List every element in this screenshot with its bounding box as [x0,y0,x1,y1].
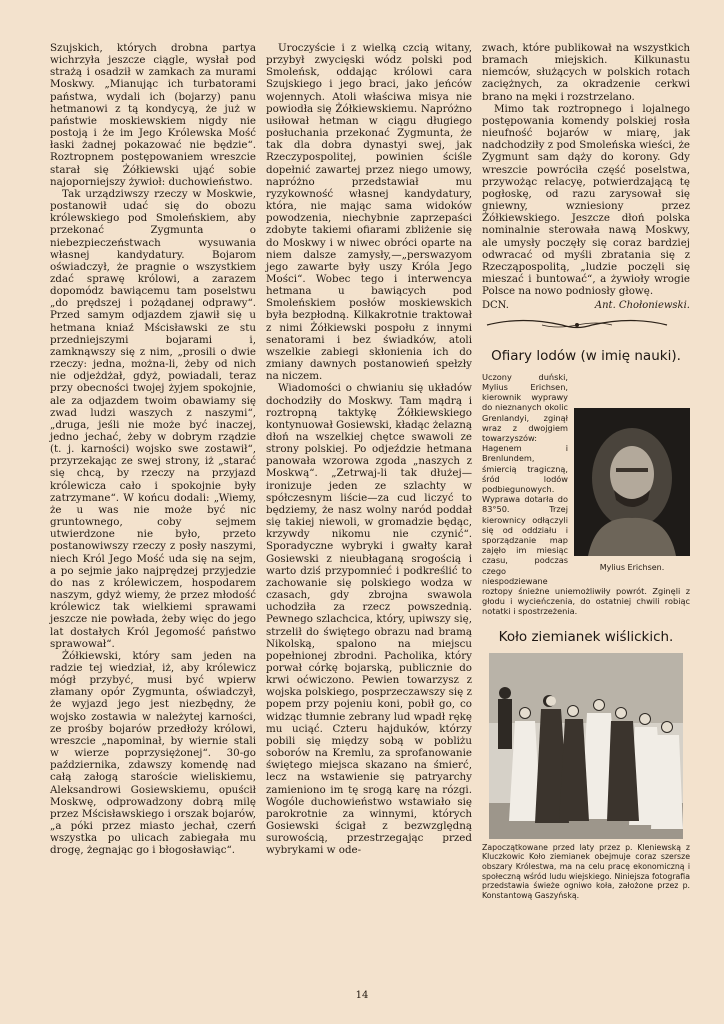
paragraph: Uroczyście i z wielką czcią witany, przybył zwycięski wódz polski pod Smoleńsk, oddając królowi cara Szujskiego i jego braci, jako jeńców wojennych. Atoli właściwa misya nie powiodła się Żółkiewskiemu. Napróżno usiłował hetman w ciągu długiego posłuchania przekonać Zygmunta, że tak dla dobra dynastyi swej, jak Rzeczypospolitej, powinien ściśle dopełnić zawartej przez niego umowy, napróżno przedstawiał mu ryzykowność własnej kandydatury, która, nie mając sama widoków powodzenia, niechybnie zaprzepaści zdobyte takiemi ofiarami zbliżenie się do Moskwy i w niwec obróci oparte na niem dalsze zamysły,—„perswazyom jego zawarte były uszy Króla Jego Mości“. Wobec tego i interwencya hetmana u bawiących pod Smoleńskiem posłów moskiewskich była bezpłodną. Kilkakrotnie traktował z nimi Żółkiewski pospołu z innymi senatorami i bez świadków, atoli wszelkie zabiegi skłonienia ich do zmiany dawnych postanowień spełzły na niczem. [266,42,472,383]
column-1 [50,42,256,856]
group-photo [489,653,683,839]
author-name: Ant. Chołoniewski. [594,300,690,312]
paragraph: Wiadomości o chwianiu się układów dochodziły do Moskwy. Tam mądrą i roztropną taktykę Żółkiewskiego kontynuował Gosiewski, kładąc żelazną dłoń na wszelkiej chętce swawoli ze strony polskiej. Po odjeździe hetmana panowała wzorowa zgoda „naszych z Moskwą“. „Zetrwaj-li tak dłużej—ironizuje jeden ze szlachty w spółczesnym liście—za cud liczyć to będziemy, że nasz wolny naród poddał się takiej niewoli, w gromadzie będąc, krzywdy nikomu nie czynić“. Sporadyczne wybryki i gwałty karał Gosiewski z nieubłaganą srogością i warto dziś przypomnieć i podkreślić to zachowanie się polskiego wodza w czasach, gdy zbrojna swawola uchodziła za rzecz powszednią. Pewnego szlachcica, który, upiwszy się, strzelił do świętego obrazu nad bramą Nikolską, spalono na miejscu popełnionej zbrodni. Pacholika, który porwał córkę bojarską, publicznie do krwi oćwiczono. Pewien towarzysz z wojska polskiego, posprzeczawszy się z popem przy pojeniu koni, pobił go, co widząc tłumnie zebrany lud wpadł rękę mu uciąć. Czteru hajduków, którzy pobili się między sobą w pobliżu soborów na Kremlu, za sprofanowanie świętego miejsca skazano na śmierć, lecz na wstawienie się patryarchy zamieniono im tę srogą karę na rózgi. Wogóle duchowieństwo wstawiało się parokrotnie za winnymi, których Gosiewski ścigał z bezwzględną surowością, przestrzegając przed wybrykami w ode- [266,382,472,857]
article-text: Uczony duński, Mylius Erichsen, kierownik wyprawy do nieznanych okolic Grenlandyi, zginął wraz z dwojgiem towarzyszów: Hagenem i Brenlundem, śmiercią tragiczną, śród lodów podbiegunowych. Wyprawa dotarła do 83°50. Trzej kierownicy odłączyli się od oddziału i sporządzanie map zajęło im miesiąc czasu, podczas czego niespodziewane roztopy śnieżne uniemożliwiły powrót. Zginęli z głodu i wycieńczenia, do ostatniej chwili robiąc notatki i spostrzeżenia. [482,371,690,617]
paragraph: zwach, które publikował na wszystkich bramach miejskich. Kilkunastu niemców, służących w polskich rotach zaciężnych, za okradzenie cerkwi brano na męki i rozstrzelano. [482,42,690,103]
section-title-ofiary: Ofiary lodów (w imię nauki). [491,347,681,364]
portrait-photo [574,408,690,556]
column-3 [482,42,690,900]
column-2 [266,42,472,856]
portrait-caption: Mylius Erichsen. [599,562,665,572]
paragraph: Żółkiewski, który sam jeden na radzie tej wiedział, iż, aby królewicz mógł przybyć, musi być wpierw złamany opór Zygmunta, oświadczył, że wyjazd jego jest niezbędny, że wojsko zostawia w należytej karności, ze prośby bojarów przedłoży królowi, wreszcie „napominał, by wiernie stali w wierze poprzysiężonej“. 30-go października, zdawszy komendę nad całą załogą staroście wieliskiemu, Aleksandrowi Gosiewskiemu, opuścił Moskwę, odprowadzony dobrą milę przez Mścisławskiego i orszak bojarów, „a póki przez miasto jechał, czerń wszystka po ulicach zabiegała mu drogę, żegnając go i błogosławiąc“. [50,649,256,857]
section-title-kolo: Koło ziemianek wiślickich. [498,628,674,645]
paragraph: Tak urządziwszy rzeczy w Moskwie, postanowił udać się do obozu królewskiego pod Smoleńskiem, aby przekonać Zygmunta o niebezpieczeństwach wysuwania własnej kandydatury. Bojarom oświadczył, że pragnie o wszystkiem zdać sprawę królowi, a zarazem dopomódz bawiącemu tam poselstwu „do prędszej i pożądanej odprawy“. Przed samym odjazdem zjawił się u hetmana kniaź Mścisławski ze stu przedniejszymi bojarami i, zamknąwszy się z nim, „prosili o dwie rzeczy: jedna, można-li, żeby od nich nie odjeżdżał, gdyż, powiadali, teraz przy obecności twojej żyjem spokojnie, ale za odjazdem twoim obawiamy się zwad ludzi waszych z naszymi“, „druga, jeśli nie może być inaczej, jedno jechać, żeby w dobrym rządzie (t. j. karności) wojsko swe zostawił“, przyrzekając ze swej strony, iż „starać się chcą, by rzeczy na przyjazd królewicza cało i spokojnie były zatrzymane“. W końcu dodali: „Wiemy, że u was nie może być nic gruntownego, coby sejmem utwierdzone nie było, przeto postanowiwszy rzeczy z posły naszymi, niech Król Jego Mość uda się na sejm, a po sejmie jako najprędzej przyjedzie do nas z królewiczem, hospodarem naszym, gdyż wiemy, że przez młodość królewicz tak wielkiemi sprawami jeszcze nie powłada, żeby więc do jego lat dostałych Król Jegomość państwo sprawował“. [50,187,256,650]
ornament-divider [482,318,672,332]
page-number: 14 [355,990,369,1001]
paragraph: Szujskich, których drobna partya wichrzyła jeszcze ciągle, wysłał pod strażą i osadził w zamkach za murami Moskwy. „Mianując ich turbatorami państwa, wydali ich (bojarzy) panu hetmanowi z tą kondycyą, że już w państwie moskiewskiem nigdy nie postoją i że im Jego Królewska Mość łaski żadnej pokazować nie będzie“. Roztropnem postępowaniem wreszcie starał się Żółkiewski ująć sobie najoporniejszy żywioł: duchowieństwo. [50,42,256,188]
article-ofiary [482,372,690,617]
article-signature [482,300,690,312]
signature-initials: DCN. [482,300,509,312]
paragraph: Mimo tak roztropnego i lojalnego postępowania komendy polskiej rosła nieufność bojarów w miarę, jak nadchodziły z pod Smoleńska wieści, że Zygmunt sam dąży do korony. Gdy wreszcie powróciła część poselstwa, przywożąc relacyę, potwierdzającą tę pogłoskę, od razu zarysował się gniewny, wzniesiony przez Żółkiewskiego. Jeszcze dłoń polska nominalnie sterowała nawą Moskwy, ale umysły poczęły się coraz bardziej odwracać od myśli zbratania się z Rzecząpospolitą, „ludzie poczęli się mieszać i buntować“, a żywioły wrogie Polsce na nowo podniosły głowę. [482,102,690,298]
group-photo-caption: Zapoczątkowane przed laty przez p. Kleniewską z Kluczkowic Koło ziemianek obejmuje coraz szersze obszary Królestwa, ma na celu pracę ekonomiczną i społeczną wśród ludu wiejskiego. Niniejsza fotografia przedstawia świeże ogniwo koła, założone przez p. Konstantową Gaszyńską. [482,842,690,900]
